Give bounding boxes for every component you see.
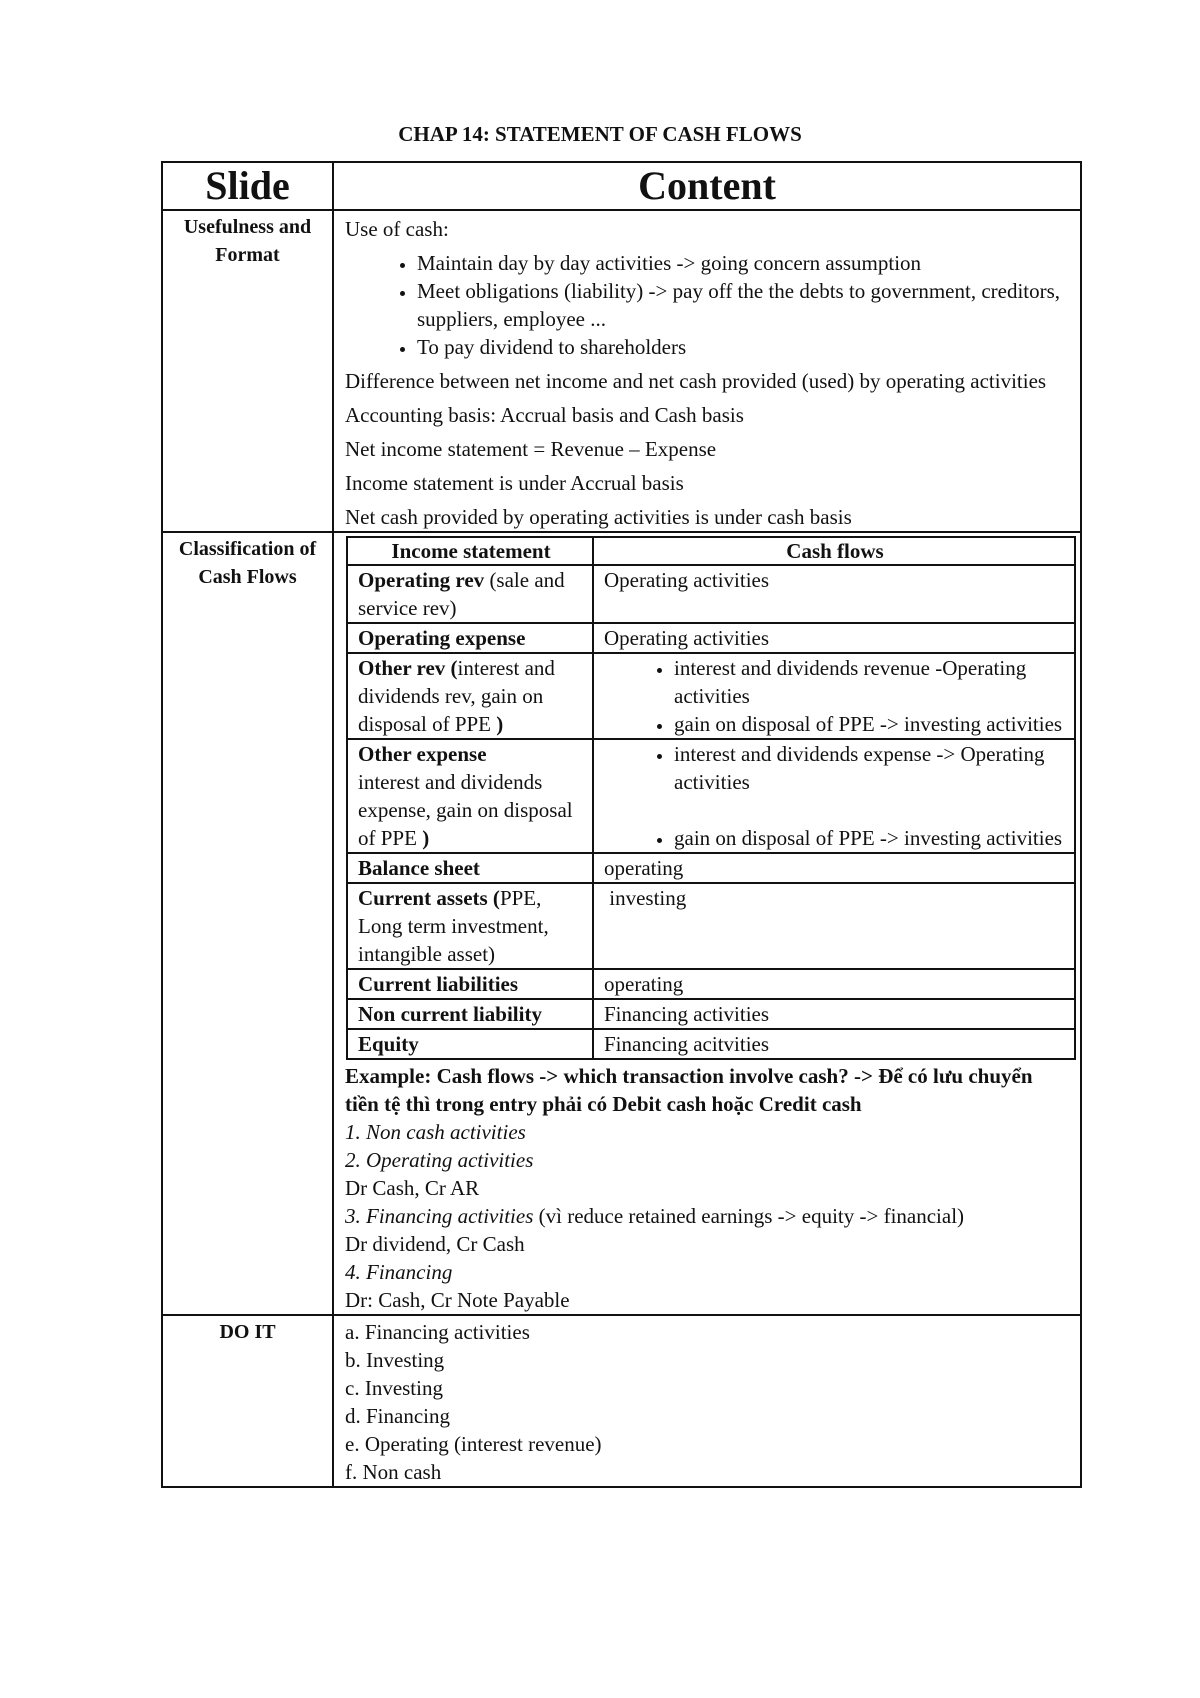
- list-item: • interest and dividends revenue -Operating activities: [674, 654, 1066, 710]
- answer-line: b. Investing: [345, 1348, 445, 1372]
- text-line: Dr Cash, Cr AR: [345, 1176, 480, 1200]
- classification-table: [346, 536, 1076, 1060]
- list-item: • gain on disposal of PPE -> investing activities: [674, 824, 1066, 852]
- table-row: [347, 969, 1075, 999]
- table-row: [347, 565, 1075, 623]
- doit-content: [333, 1315, 1081, 1487]
- cash-flows-header: Cash flows: [593, 537, 1075, 565]
- usefulness-row: [162, 210, 1081, 532]
- slide-header: Slide: [162, 162, 333, 210]
- text-line: Dr dividend, Cr Cash: [345, 1232, 525, 1256]
- answer-line: f. Non cash: [345, 1460, 442, 1484]
- classification-content: [333, 532, 1081, 1315]
- use-of-cash-list: [345, 249, 1070, 361]
- inner-header-row: [347, 537, 1075, 565]
- flow-cell: Operating activities: [593, 623, 1075, 653]
- doit-row: [162, 1315, 1081, 1487]
- flow-cell: Financing activities: [593, 999, 1075, 1029]
- flow-cell: operating: [593, 853, 1075, 883]
- list-item: • interest and dividends expense -> Operating activities: [674, 740, 1066, 796]
- text-line: 1. Non cash activities: [345, 1120, 526, 1144]
- item-cell: Non current liability: [347, 999, 593, 1029]
- text-line: 2. Operating activities: [345, 1148, 534, 1172]
- flow-cell: [593, 653, 1075, 739]
- table-row: [347, 653, 1075, 739]
- notes-table: [161, 161, 1082, 1488]
- slide-label: Classification of Cash Flows: [162, 532, 333, 1315]
- document-title: CHAP 14: STATEMENT OF CASH FLOWS: [398, 122, 802, 146]
- answer-line: a. Financing activities: [345, 1320, 530, 1344]
- text-line: Use of cash:: [345, 217, 449, 241]
- flow-cell: investing: [593, 883, 1075, 969]
- slide-label: Usefulness and Format: [162, 210, 333, 532]
- text-line: 4. Financing: [345, 1260, 453, 1284]
- content-header: Content: [333, 162, 1081, 210]
- item-cell: Operating rev (sale and service rev): [347, 565, 593, 623]
- classification-row: [162, 532, 1081, 1315]
- list-item: • Maintain day by day activities -> going concern assumption: [417, 249, 1070, 277]
- text-line: Net income statement = Revenue – Expense: [345, 437, 717, 461]
- text-line: 3. Financing activities (vì reduce retained earnings -> equity -> financial): [345, 1204, 965, 1228]
- example-heading: Example: Cash flows -> which transaction involve cash? -> Để có lưu chuyển tiền tệ thì trong entry phải có Debit cash hoặc Credit cash: [345, 1064, 1033, 1116]
- flow-cell: Operating activities: [593, 565, 1075, 623]
- list-item: • To pay dividend to shareholders: [417, 333, 1070, 361]
- item-cell: Current assets (PPE, Long term investment, intangible asset): [347, 883, 593, 969]
- list-item: • gain on disposal of PPE -> investing activities: [674, 710, 1066, 738]
- text-line: Accounting basis: Accrual basis and Cash basis: [345, 403, 744, 427]
- item-cell: Other rev (interest and dividends rev, gain on disposal of PPE ): [347, 653, 593, 739]
- item-cell: Current liabilities: [347, 969, 593, 999]
- example-block: [334, 1060, 1080, 1314]
- table-row: [347, 999, 1075, 1029]
- flow-cell: operating: [593, 969, 1075, 999]
- text-line: Income statement is under Accrual basis: [345, 471, 684, 495]
- table-row: [347, 883, 1075, 969]
- flow-cell: [593, 739, 1075, 853]
- flow-cell: Financing acitvities: [593, 1029, 1075, 1059]
- table-row: [347, 853, 1075, 883]
- table-row: [347, 623, 1075, 653]
- header-row: [162, 162, 1081, 210]
- income-statement-header: Income statement: [347, 537, 593, 565]
- usefulness-content: [333, 210, 1081, 532]
- list-item: • Meet obligations (liability) -> pay off the the debts to government, creditors, suppliers, employee ...: [417, 277, 1070, 333]
- table-row: [347, 739, 1075, 853]
- item-cell: Other expense interest and dividends expense, gain on disposal of PPE ): [347, 739, 593, 853]
- text-line: Net cash provided by operating activities is under cash basis: [345, 505, 852, 529]
- table-row: [347, 1029, 1075, 1059]
- answer-line: e. Operating (interest revenue): [345, 1432, 602, 1456]
- text-line: Dr: Cash, Cr Note Payable: [345, 1288, 570, 1312]
- item-cell: Balance sheet: [347, 853, 593, 883]
- item-cell: Equity: [347, 1029, 593, 1059]
- slide-label: DO IT: [162, 1315, 333, 1487]
- text-line: Difference between net income and net cash provided (used) by operating activities: [345, 369, 1047, 393]
- answer-line: c. Investing: [345, 1376, 443, 1400]
- item-cell: Operating expense: [347, 623, 593, 653]
- answer-line: d. Financing: [345, 1404, 450, 1428]
